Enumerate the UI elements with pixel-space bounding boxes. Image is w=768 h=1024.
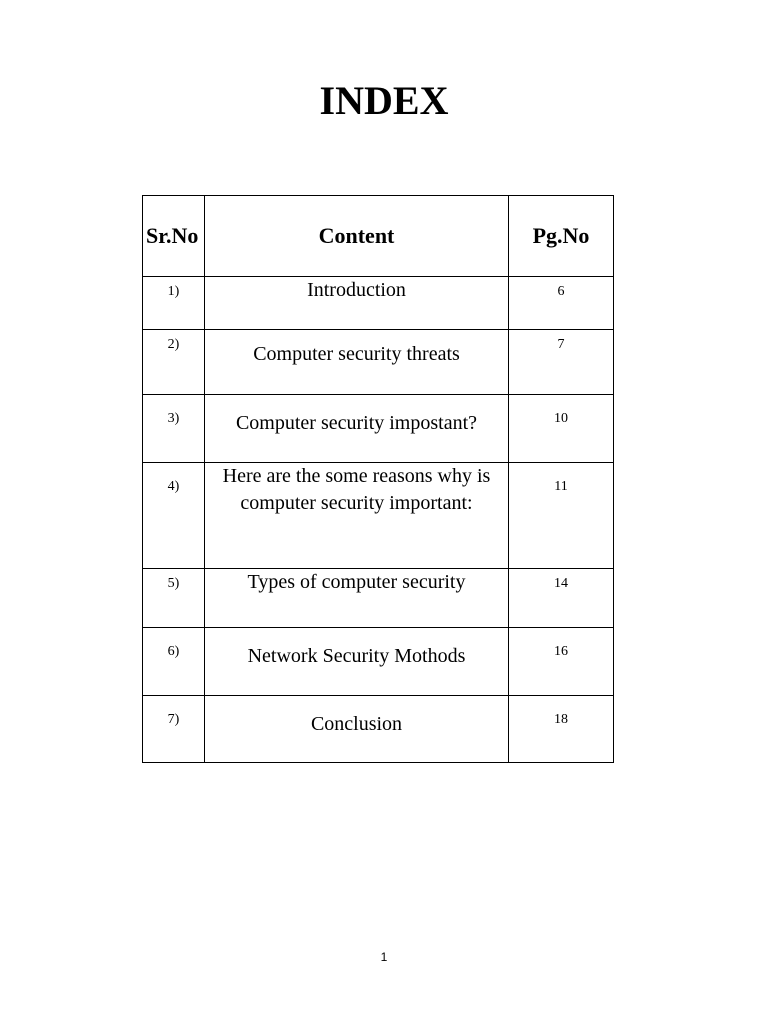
- page-number-cell: 11: [509, 463, 614, 569]
- serial-number-cell: 5): [143, 569, 205, 628]
- content-cell: Types of computer security: [205, 569, 509, 628]
- table-row: [143, 277, 614, 330]
- serial-number-cell: 2): [143, 330, 205, 395]
- page-title: INDEX: [319, 78, 449, 123]
- serial-number-cell: 6): [143, 628, 205, 696]
- column-header-pg-no: Pg.No: [509, 196, 614, 277]
- index-table: [142, 195, 614, 763]
- table-row: [143, 696, 614, 763]
- page-number-cell: 7: [509, 330, 614, 395]
- content-cell: Computer security threats: [205, 330, 509, 395]
- serial-number-cell: 4): [143, 463, 205, 569]
- table-row: [143, 569, 614, 628]
- page-number-cell: 16: [509, 628, 614, 696]
- page-number-cell: 14: [509, 569, 614, 628]
- column-header-sr-no: Sr.No: [143, 196, 205, 277]
- content-cell: Conclusion: [205, 696, 509, 763]
- content-cell: Introduction: [205, 277, 509, 330]
- table-row: [143, 463, 614, 569]
- content-cell: Here are the some reasons why is computer security important:: [205, 463, 509, 569]
- content-cell: Network Security Mothods: [205, 628, 509, 696]
- page-number-cell: 10: [509, 395, 614, 463]
- content-cell: Computer security impostant?: [205, 395, 509, 463]
- table-header-row: [143, 196, 614, 277]
- serial-number-cell: 3): [143, 395, 205, 463]
- table-row: [143, 395, 614, 463]
- serial-number-cell: 7): [143, 696, 205, 763]
- column-header-content: Content: [205, 196, 509, 277]
- table-row: [143, 628, 614, 696]
- serial-number-cell: 1): [143, 277, 205, 330]
- footer-page-number: 1: [380, 950, 388, 964]
- page-number-cell: 6: [509, 277, 614, 330]
- table-row: [143, 330, 614, 395]
- page-number-cell: 18: [509, 696, 614, 763]
